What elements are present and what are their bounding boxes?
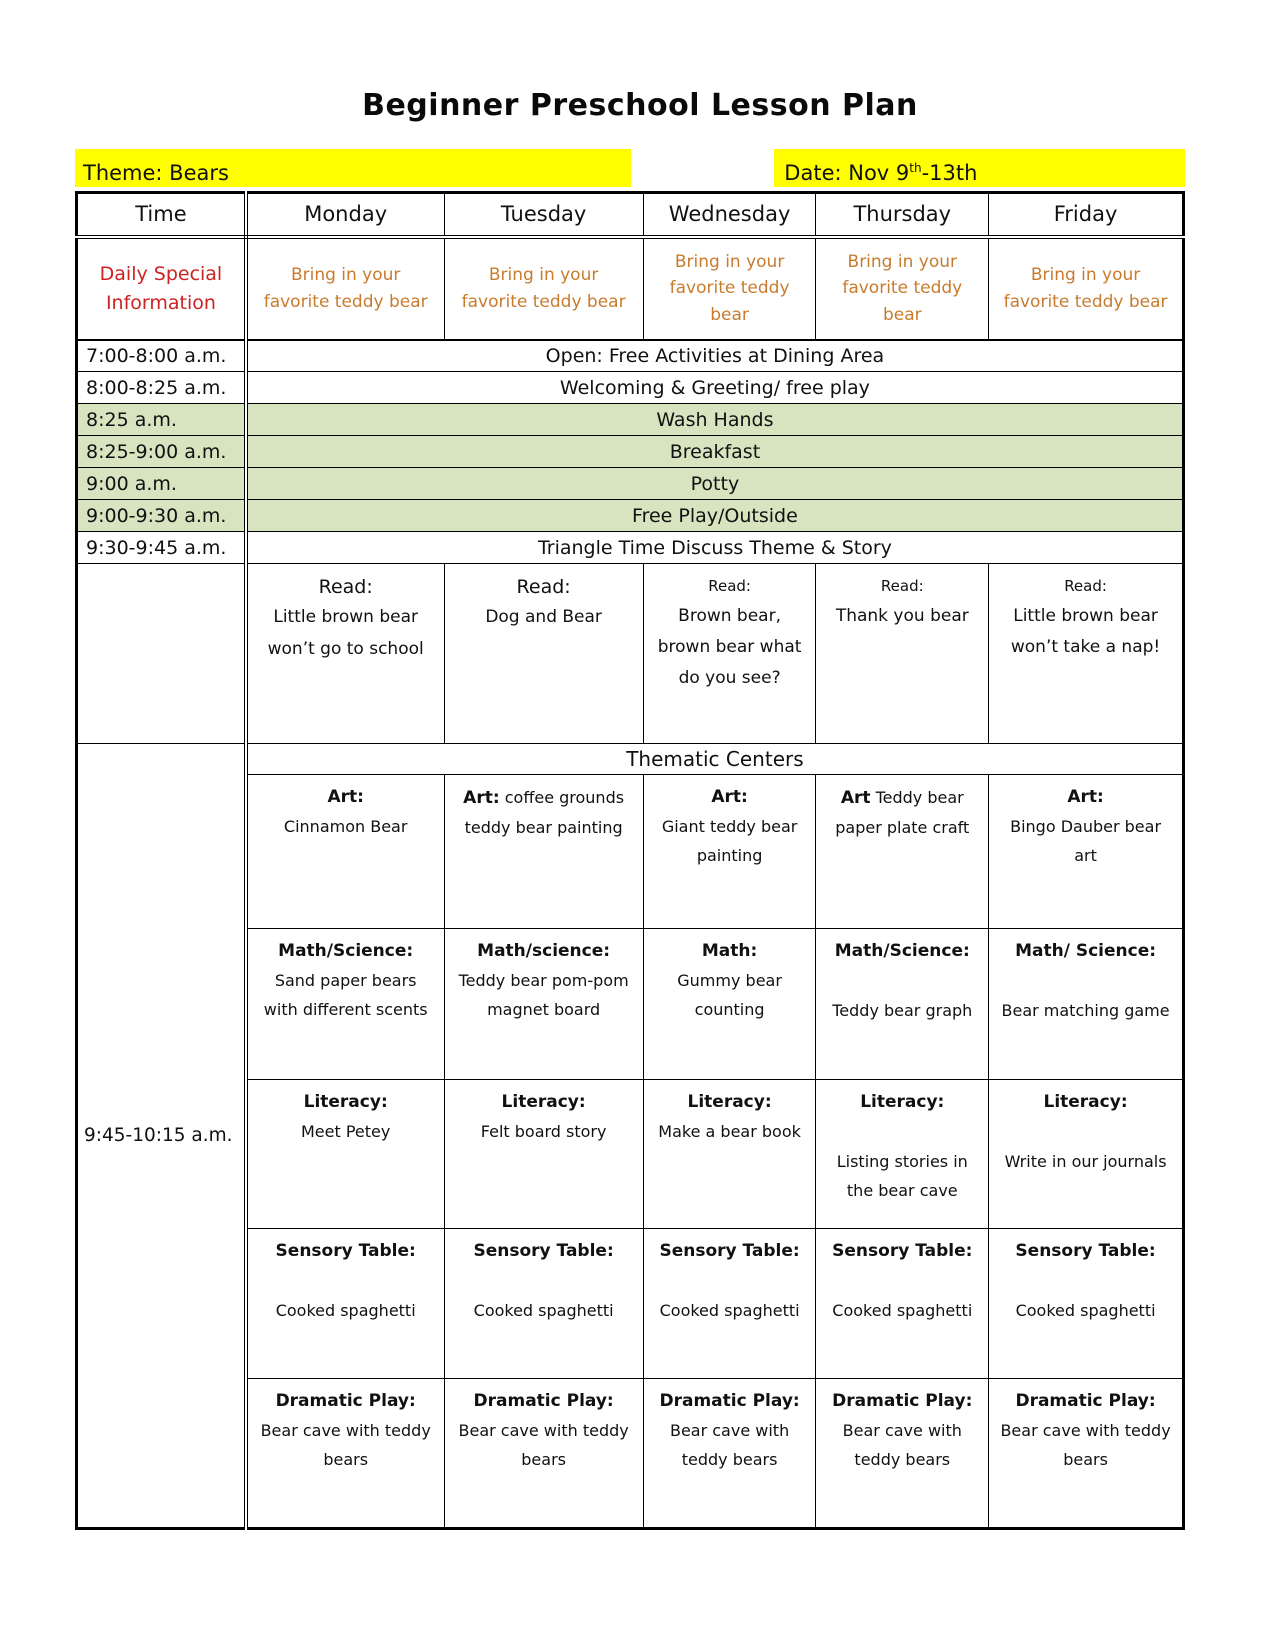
literacy-cell-thursday	[816, 1080, 989, 1229]
center-body: Bear cave with teddy bears	[842, 1420, 962, 1470]
schedule-row	[77, 532, 1184, 564]
center-paragraph	[453, 783, 635, 842]
center-heading: Sensory Table:	[1015, 1241, 1156, 1261]
center-heading: Art	[840, 788, 871, 808]
page-title: Beginner Preschool Lesson Plan	[362, 88, 918, 123]
centers-time-cell: 9:45-10:15 a.m.	[77, 744, 246, 1529]
read-heading: Read:	[880, 577, 924, 595]
math-cell-friday	[989, 929, 1184, 1080]
time-cell: 9:00-9:30 a.m.	[77, 500, 246, 532]
math-cell-tuesday	[444, 929, 643, 1080]
center-heading: Math/Science:	[834, 941, 970, 961]
daily-special-row	[77, 237, 1184, 340]
read-row	[77, 564, 1184, 744]
schedule-row	[77, 372, 1184, 404]
column-header-wednesday: Wednesday	[643, 193, 816, 237]
column-header-time: Time	[77, 193, 246, 237]
literacy-cell-tuesday	[444, 1080, 643, 1229]
center-heading: Art:	[1067, 787, 1104, 807]
time-cell: 8:00-8:25 a.m.	[77, 372, 246, 404]
special-cell-tuesday: Bring in your favorite teddy bear	[444, 237, 643, 340]
center-body: Bingo Dauber bear art	[1010, 816, 1162, 866]
sensory-cell-tuesday	[444, 1229, 643, 1379]
center-body: Cooked spaghetti	[832, 1300, 973, 1320]
read-title: Thank you bear	[835, 605, 969, 626]
literacy-cell-friday	[989, 1080, 1184, 1229]
activity-cell: Breakfast	[246, 436, 1184, 468]
center-heading: Art:	[327, 787, 364, 807]
center-heading: Math:	[701, 941, 758, 961]
date-text: Date: Nov 9th-13th	[784, 161, 978, 185]
center-heading: Sensory Table:	[832, 1241, 973, 1261]
dramatic-cell-friday	[989, 1379, 1184, 1529]
math-cell-monday	[246, 929, 444, 1080]
time-cell: 8:25-9:00 a.m.	[77, 436, 246, 468]
schedule-row	[77, 404, 1184, 436]
center-body: Cooked spaghetti	[473, 1300, 614, 1320]
center-heading: Literacy:	[860, 1092, 945, 1112]
center-paragraph	[824, 783, 980, 842]
center-body: Cooked spaghetti	[659, 1300, 800, 1320]
center-heading: Dramatic Play:	[659, 1391, 800, 1411]
read-heading: Read:	[318, 576, 373, 598]
center-heading: Sensory Table:	[275, 1241, 416, 1261]
center-heading: Math/ Science:	[1015, 941, 1157, 961]
center-body: coffee grounds teddy bear painting	[464, 788, 625, 837]
schedule-row	[77, 436, 1184, 468]
date-superscript: th	[909, 161, 922, 175]
sensory-cell-wednesday	[643, 1229, 816, 1379]
read-heading: Read:	[708, 577, 751, 595]
column-header-friday: Friday	[989, 193, 1184, 237]
read-cell-monday	[246, 564, 444, 744]
center-heading: Dramatic Play:	[1015, 1391, 1156, 1411]
daily-special-label: Daily Special Information	[77, 237, 246, 340]
banner-gap	[631, 149, 774, 187]
dramatic-cell-thursday	[816, 1379, 989, 1529]
special-cell-thursday: Bring in your favorite teddy bear	[816, 237, 989, 340]
time-cell: 7:00-8:00 a.m.	[77, 340, 246, 372]
lesson-plan-table	[75, 191, 1185, 1530]
date-label	[774, 149, 1185, 187]
thematic-centers-row	[77, 744, 1184, 775]
time-cell-empty	[77, 564, 246, 744]
math-cell-wednesday	[643, 929, 816, 1080]
center-body: Write in our journals	[1004, 1151, 1167, 1171]
center-body: Cooked spaghetti	[1015, 1300, 1156, 1320]
center-body: Cinnamon Bear	[283, 816, 408, 836]
schedule-row	[77, 468, 1184, 500]
center-body: Teddy bear pom-pom magnet board	[458, 970, 629, 1020]
read-title: Brown bear, brown bear what do you see?	[657, 605, 802, 689]
art-cell-friday	[989, 775, 1184, 929]
center-heading: Dramatic Play:	[275, 1391, 416, 1411]
center-heading: Math/science:	[477, 941, 611, 961]
read-cell-wednesday	[643, 564, 816, 744]
center-body: Sand paper bears with different scents	[263, 970, 428, 1020]
center-body: Bear cave with teddy bears	[458, 1420, 629, 1470]
art-cell-tuesday	[444, 775, 643, 929]
literacy-cell-wednesday	[643, 1080, 816, 1229]
center-heading: Dramatic Play:	[832, 1391, 973, 1411]
column-header-thursday: Thursday	[816, 193, 989, 237]
read-heading: Read:	[1064, 577, 1107, 595]
center-heading: Literacy:	[687, 1092, 772, 1112]
center-body: Felt board story	[480, 1121, 607, 1141]
sensory-cell-monday	[246, 1229, 444, 1379]
activity-cell: Wash Hands	[246, 404, 1184, 436]
literacy-cell-monday	[246, 1080, 444, 1229]
center-body: Teddy bear paper plate craft	[835, 788, 970, 837]
center-heading: Literacy:	[303, 1092, 388, 1112]
read-cell-tuesday	[444, 564, 643, 744]
theme-date-banner	[75, 149, 1185, 187]
sensory-cell-thursday	[816, 1229, 989, 1379]
center-body: Teddy bear graph	[832, 1000, 973, 1020]
schedule-row	[77, 500, 1184, 532]
table-header-row	[77, 193, 1184, 237]
center-heading: Art:	[711, 787, 748, 807]
center-heading: Literacy:	[501, 1092, 586, 1112]
read-title: Dog and Bear	[485, 607, 602, 628]
sensory-cell-friday	[989, 1229, 1184, 1379]
thematic-centers-header: Thematic Centers	[246, 744, 1184, 775]
math-cell-thursday	[816, 929, 989, 1080]
center-body: Bear cave with teddy bears	[1000, 1420, 1171, 1470]
activity-cell: Free Play/Outside	[246, 500, 1184, 532]
special-cell-monday: Bring in your favorite teddy bear	[246, 237, 444, 340]
center-heading: Art:	[463, 788, 500, 808]
time-cell: 9:30-9:45 a.m.	[77, 532, 246, 564]
column-header-tuesday: Tuesday	[444, 193, 643, 237]
center-body: Bear cave with teddy bears	[260, 1420, 431, 1470]
read-cell-thursday	[816, 564, 989, 744]
art-cell-wednesday	[643, 775, 816, 929]
center-body: Make a bear book	[658, 1121, 801, 1141]
read-heading: Read:	[516, 576, 571, 598]
center-heading: Literacy:	[1043, 1092, 1128, 1112]
center-body: Bear cave with teddy bears	[669, 1420, 790, 1470]
special-cell-wednesday: Bring in your favorite teddy bear	[643, 237, 816, 340]
center-body: Meet Petey	[301, 1121, 391, 1141]
theme-text: Theme: Bears	[83, 161, 229, 185]
center-heading: Sensory Table:	[473, 1241, 614, 1261]
time-cell: 8:25 a.m.	[77, 404, 246, 436]
dramatic-cell-tuesday	[444, 1379, 643, 1529]
center-body: Bear matching game	[1001, 1000, 1170, 1020]
center-body: Listing stories in the bear cave	[836, 1151, 968, 1201]
special-cell-friday: Bring in your favorite teddy bear	[989, 237, 1184, 340]
activity-cell: Triangle Time Discuss Theme & Story	[246, 532, 1184, 564]
column-header-monday: Monday	[246, 193, 444, 237]
read-cell-friday	[989, 564, 1184, 744]
dramatic-cell-wednesday	[643, 1379, 816, 1529]
center-heading: Sensory Table:	[659, 1241, 800, 1261]
theme-label	[75, 149, 631, 187]
center-heading: Dramatic Play:	[473, 1391, 614, 1411]
dramatic-cell-monday	[246, 1379, 444, 1529]
time-cell: 9:00 a.m.	[77, 468, 246, 500]
center-body: Cooked spaghetti	[275, 1300, 416, 1320]
art-cell-monday	[246, 775, 444, 929]
activity-cell: Open: Free Activities at Dining Area	[246, 340, 1184, 372]
center-body: Giant teddy bear painting	[661, 816, 798, 866]
read-title: Little brown bear won’t go to school	[267, 607, 424, 659]
activity-cell: Potty	[246, 468, 1184, 500]
activity-cell: Welcoming & Greeting/ free play	[246, 372, 1184, 404]
schedule-row	[77, 340, 1184, 372]
center-heading: Math/Science:	[278, 941, 414, 961]
read-title: Little brown bear won’t take a nap!	[1010, 605, 1161, 657]
center-body: Gummy bear counting	[677, 970, 782, 1020]
art-cell-thursday	[816, 775, 989, 929]
